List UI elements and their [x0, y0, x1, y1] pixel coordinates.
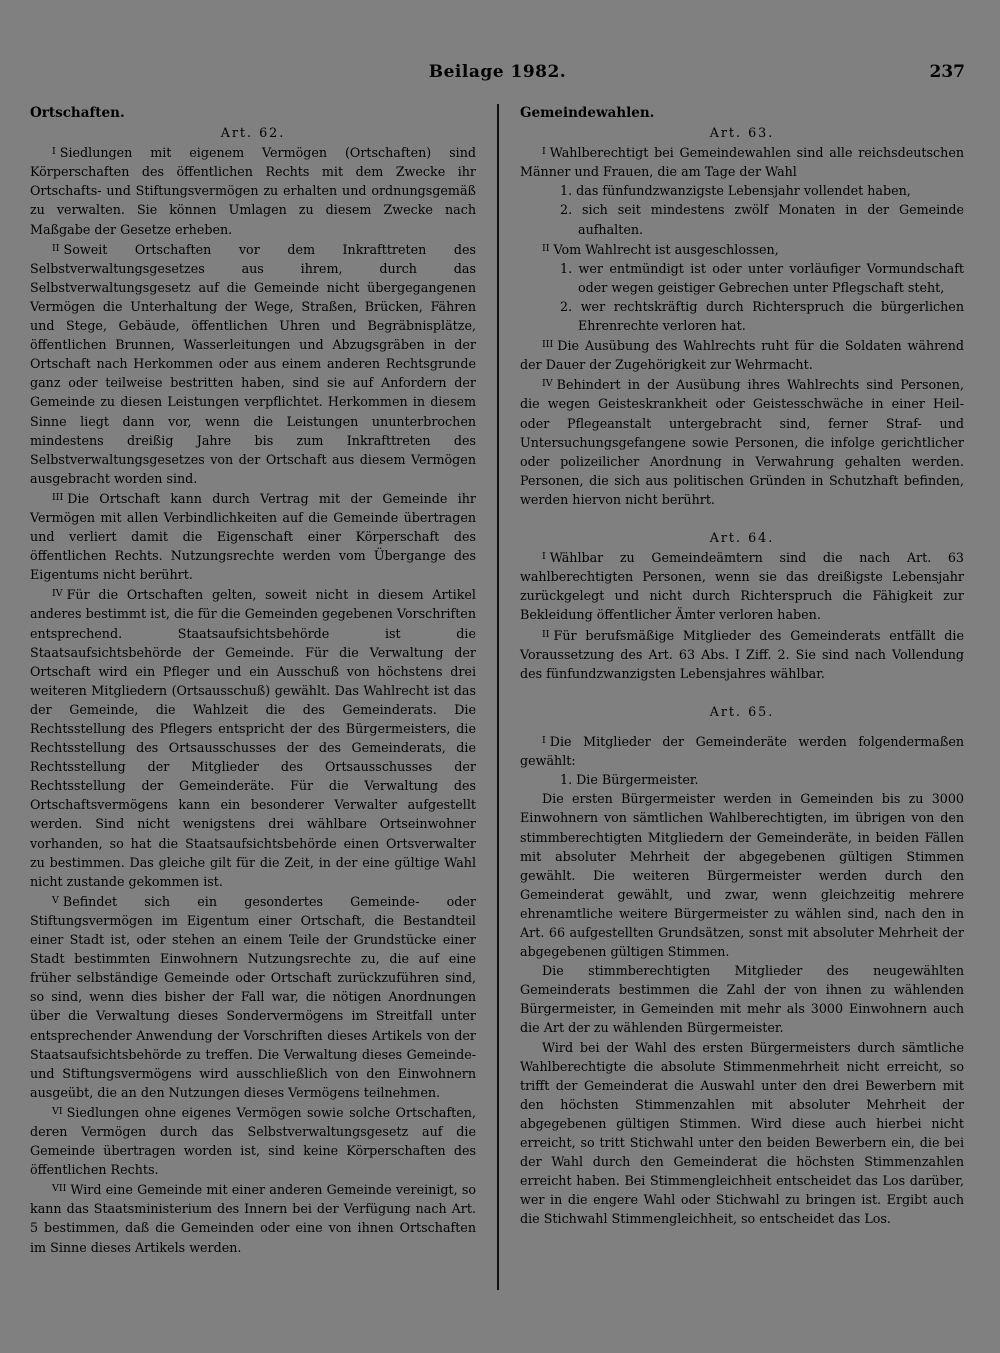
paragraph [30, 142, 476, 238]
paragraph-text: Die Mitglieder der Gemeinderäte werden folgendermaßen gewählt: [520, 734, 964, 769]
paragraph-text: Wählbar zu Gemeindeämtern sind die nach Art. 63 wahlberechtigten Personen, wenn sie das dreißigste Lebensjahr zurückgelegt und nicht durch Richterspruch die Fähigkeit zur Bekleidung öffentlicher Ämter verloren haben. [520, 550, 964, 623]
paragraph-number: I [52, 146, 56, 158]
right-column [520, 104, 964, 1228]
paragraph [30, 891, 476, 1102]
section-heading-ortschaften: Ortschaften. [30, 105, 125, 121]
list-item: 1. wer entmündigt ist oder unter vorläufiger Vormundschaft oder wegen geistiger Gebrechen unter Pflegschaft steht, [560, 260, 964, 295]
paragraph [30, 1102, 476, 1179]
left-column [30, 104, 476, 1257]
paragraph: Wird bei der Wahl des ersten Bürgermeisters durch sämtliche Wahlberechtigte die absolute Stimmenmehrheit nicht erreicht, so trifft der Gemeinderat die Auswahl unter den drei Bewerbern mit den höchsten Stimmenzahlen mit absoluter Mehrheit der abgegebenen gültigen Stimmen. Wird diese auch hierbei nicht erreicht, so tritt Stichwahl unter den beiden Bewerbern ein, die bei der Wahl durch den Gemeinderat die höchsten Stimmenzahlen erreicht haben. Bei Stimmengleichheit entscheidet das Los darüber, wer in die engere Wahl oder Stichwahl zu bringen ist. Ergibt auch die Stichwahl Stimmengleichheit, so entscheidet das Los. [520, 1039, 964, 1227]
paragraph [520, 335, 964, 374]
paragraph-number: I [542, 146, 546, 158]
paragraph [30, 584, 476, 891]
article-title-62: Art. 62. [220, 125, 286, 140]
spacer [520, 509, 964, 528]
paragraph-number: V [52, 894, 59, 906]
paragraph-number: I [542, 551, 546, 563]
paragraph-number: II [542, 628, 550, 640]
paragraph-text: Behindert in der Ausübung ihres Wahlrechts sind Personen, die wegen Geisteskrankheit oder Geistesschwäche in einer Heil- oder Pflegeanstalt untergebracht sind, ferner Straf- und Untersuchungsgefangene sowie Personen, die infolge gerichtlicher oder polizeilicher Anordnung in Verwahrung gehalten werden. Personen, die sich aus politischen Gründen in Schutzhaft befinden, werden hiervon nicht berührt. [520, 377, 964, 507]
paragraph-text: Siedlungen mit eigenem Vermögen (Ortschaften) sind Körperschaften des öffentlichen Rechts mit dem Zwecke ihr Ortschafts- und Stiftungsvermögen zu erhalten und ordnungsgemäß zu verwalten. Sie können Umlagen zu diesem Zwecke nach Maßgabe der Gesetze erheben. [30, 145, 476, 237]
paragraph-number: I [542, 735, 546, 747]
article-title-63: Art. 63. [709, 125, 775, 140]
paragraph-text: Für berufsmäßige Mitglieder des Gemeinderats entfällt die Voraussetzung des Art. 63 Abs. I Ziff. 2. Sie sind nach Vollendung des fünfundzwanzigsten Lebensjahres wählbar. [520, 627, 964, 681]
paragraph-number: III [542, 339, 554, 351]
paragraph-text: Für die Ortschaften gelten, soweit nicht in diesem Artikel anderes bestimmt ist, die für die Gemeinden gegebenen Vorschriften entsprechend. Staatsaufsichtsbehörde ist die Staatsaufsichtsbehörde der Gemeinde. Für die Verwaltung der Ortschaft wird ein Pfleger und ein Ausschuß von höchstens drei weiteren Mitgliedern (Ortsausschuß) gewählt. Das Wahlrecht ist das der Gemeinde, die Wahlzeit die des Gemeinderats. Die Rechtsstellung des Pflegers entspricht der des Bürgermeisters, die Rechtsstellung des Ortsausschusses der des Gemeinderats, die Rechtsstellung der Mitglieder des Ortsausschusses der Rechtsstellung der Gemeinderäte. Für die Verwaltung des Ortschaftsvermögens kann ein besonderer Verwalter aufgestellt werden. Sind nicht wenigstens drei wählbare Ortseinwohner vorhanden, so hat die Staatsaufsichtsbehörde einen Ortsverwalter zu bestimmen. Das gleiche gilt für die Zeit, in der eine gültige Wahl nicht zustande gekommen ist. [30, 587, 476, 889]
paragraph-text: Die Ausübung des Wahlrechts ruht für die Soldaten während der Dauer der Zugehörigkeit zur Wehrmacht. [520, 338, 964, 373]
paragraph-number: II [542, 242, 550, 254]
paragraph-text: Wahlberechtigt bei Gemeindewahlen sind alle reichsdeutschen Männer und Frauen, die am Tage der Wahl [520, 145, 964, 180]
paragraph-text: Soweit Ortschaften vor dem Inkrafttreten des Selbstverwaltungsgesetzes aus ihrem, durch das Selbstverwaltungsgesetz auf die Gemeinde nicht übergegangenen Vermögen die Unterhaltung der Wege, Straßen, Brücken, Fähren und Stege, Gebäude, öffentlichen Uhren und Begräbnisplätze, öffentlichen Brunnen, Wasserleitungen und Abzugsgräben in der Ortschaft nach Herkommen oder aus einem anderen Rechtsgrunde ganz oder teilweise bestritten haben, sind sie auf Anfordern der Gemeinde zu diesen Leistungen verpflichtet. Herkommen in diesem Sinne liegt dann vor, wenn die Leistungen ununterbrochen mindestens dreißig Jahre bis zum Inkrafttreten des Selbstverwaltungsgesetzes von der Ortschaft aus diesem Vermögen ausgebracht worden sind. [30, 241, 476, 486]
paragraph-number: VII [52, 1183, 67, 1195]
article-title-64: Art. 64. [709, 529, 775, 545]
article-title-65: Art. 65. [709, 703, 775, 719]
page-header [30, 62, 965, 86]
spacer [520, 683, 964, 702]
paragraph [520, 239, 964, 259]
page-number: 237 [929, 62, 965, 82]
paragraph-number: IV [52, 588, 63, 600]
list-item: 2. wer rechtskräftig durch Richterspruch die bürgerlichen Ehrenrechte verloren hat. [560, 298, 964, 334]
paragraph-text: Die Ortschaft kann durch Vertrag mit der Gemeinde ihr Vermögen mit allen Verbindlichkeiten auf die Gemeinde übertragen und verliert damit die Eigenschaft einer Körperschaft des öffentlichen Rechts. Nutzungsrechte werden vom Übergange des Eigentums nicht berührt. [30, 490, 476, 583]
paragraph [30, 239, 476, 488]
paragraph: Die stimmberechtigten Mitglieder des neugewählten Gemeinderats bestimmen die Zahl der von ihnen zu wählenden Bürgermeister, in Gemeinden mit mehr als 3000 Einwohnern auch die Art der zu wählenden Bürgermeister. [520, 963, 964, 1036]
list-item: 2. sich seit mindestens zwölf Monaten in der Gemeinde aufhalten. [560, 202, 964, 237]
paragraph: Die ersten Bürgermeister werden in Gemeinden bis zu 3000 Einwohnern von sämtlichen Wahlberechtigten, im übrigen von den stimmberechtigten Mitgliedern der Gemeinderäte, in beiden Fällen mit absoluter Mehrheit der abgegebenen gültigen Stimmen gewählt. Die weiteren Bürgermeister werden durch den Gemeinderat gewählt, und zwar, wenn gleichzeitig mehrere ehrenamtliche weitere Bürgermeister zu wählen sind, nach den in Art. 66 aufgestellten Grundsätzen, sonst mit absoluter Mehrheit der abgegebenen gültigen Stimmen. [520, 791, 964, 960]
paragraph-number: III [52, 491, 64, 503]
paragraph-number: VI [52, 1105, 63, 1117]
column-divider [497, 104, 499, 1290]
paragraph-text: Vom Wahlrecht ist ausgeschlossen, [553, 241, 779, 257]
spacer [520, 721, 964, 731]
paragraph [520, 374, 964, 509]
paragraph [520, 625, 964, 683]
paragraph-number: II [52, 242, 60, 254]
list-item: 1. das fünfundzwanzigste Lebensjahr vollendet haben, [560, 183, 911, 199]
paragraph-text: Wird eine Gemeinde mit einer anderen Gemeinde vereinigt, so kann das Staatsministerium des Innern bei der Verfügung nach Art. 5 bestimmen, daß die Gemeinden oder eine von ihnen Ortschaften im Sinne dieses Artikels werden. [30, 1182, 476, 1255]
section-heading-gemeindewahlen: Gemeindewahlen. [520, 105, 655, 121]
paragraph [520, 142, 964, 181]
paragraph [30, 1179, 476, 1256]
paragraph [520, 731, 964, 770]
paragraph-text: Siedlungen ohne eigenes Vermögen sowie solche Ortschaften, deren Vermögen durch das Selbstverwaltungsgesetz auf die Gemeinde übertragen worden ist, sind keine Körperschaften des öffentlichen Rechts. [30, 1104, 476, 1178]
list-item: 1. Die Bürgermeister. [560, 772, 699, 788]
paragraph [520, 547, 964, 624]
paragraph [30, 488, 476, 584]
running-head: Beilage 1982. [428, 62, 567, 82]
paragraph-number: IV [542, 378, 553, 390]
paragraph-text: Befindet sich ein gesondertes Gemeinde- oder Stiftungsvermögen im Eigentum einer Ortschaft, die Bestandteil einer Stadt ist, oder stehen an einem Teile der Grundstücke einer Stadt bestimmten Einwohnern Nutzungsrechte zu, die auf eine früher selbständige Gemeinde oder Ortschaft zurückzuführen sind, so sind, wenn dies bisher der Fall war, die nötigen Anordnungen über die Verwaltung dieses Sondervermögens im Streitfall unter entsprechender Anwendung der Vorschriften dieses Artikels von der Staatsaufsichtsbehörde zu treffen. Die Verwaltung dieses Gemeinde- und Stiftungsvermögens wird ausschließlich von den Einwohnern ausgeübt, die an den Nutzungen dieses Vermögens teilnehmen. [30, 893, 476, 1100]
